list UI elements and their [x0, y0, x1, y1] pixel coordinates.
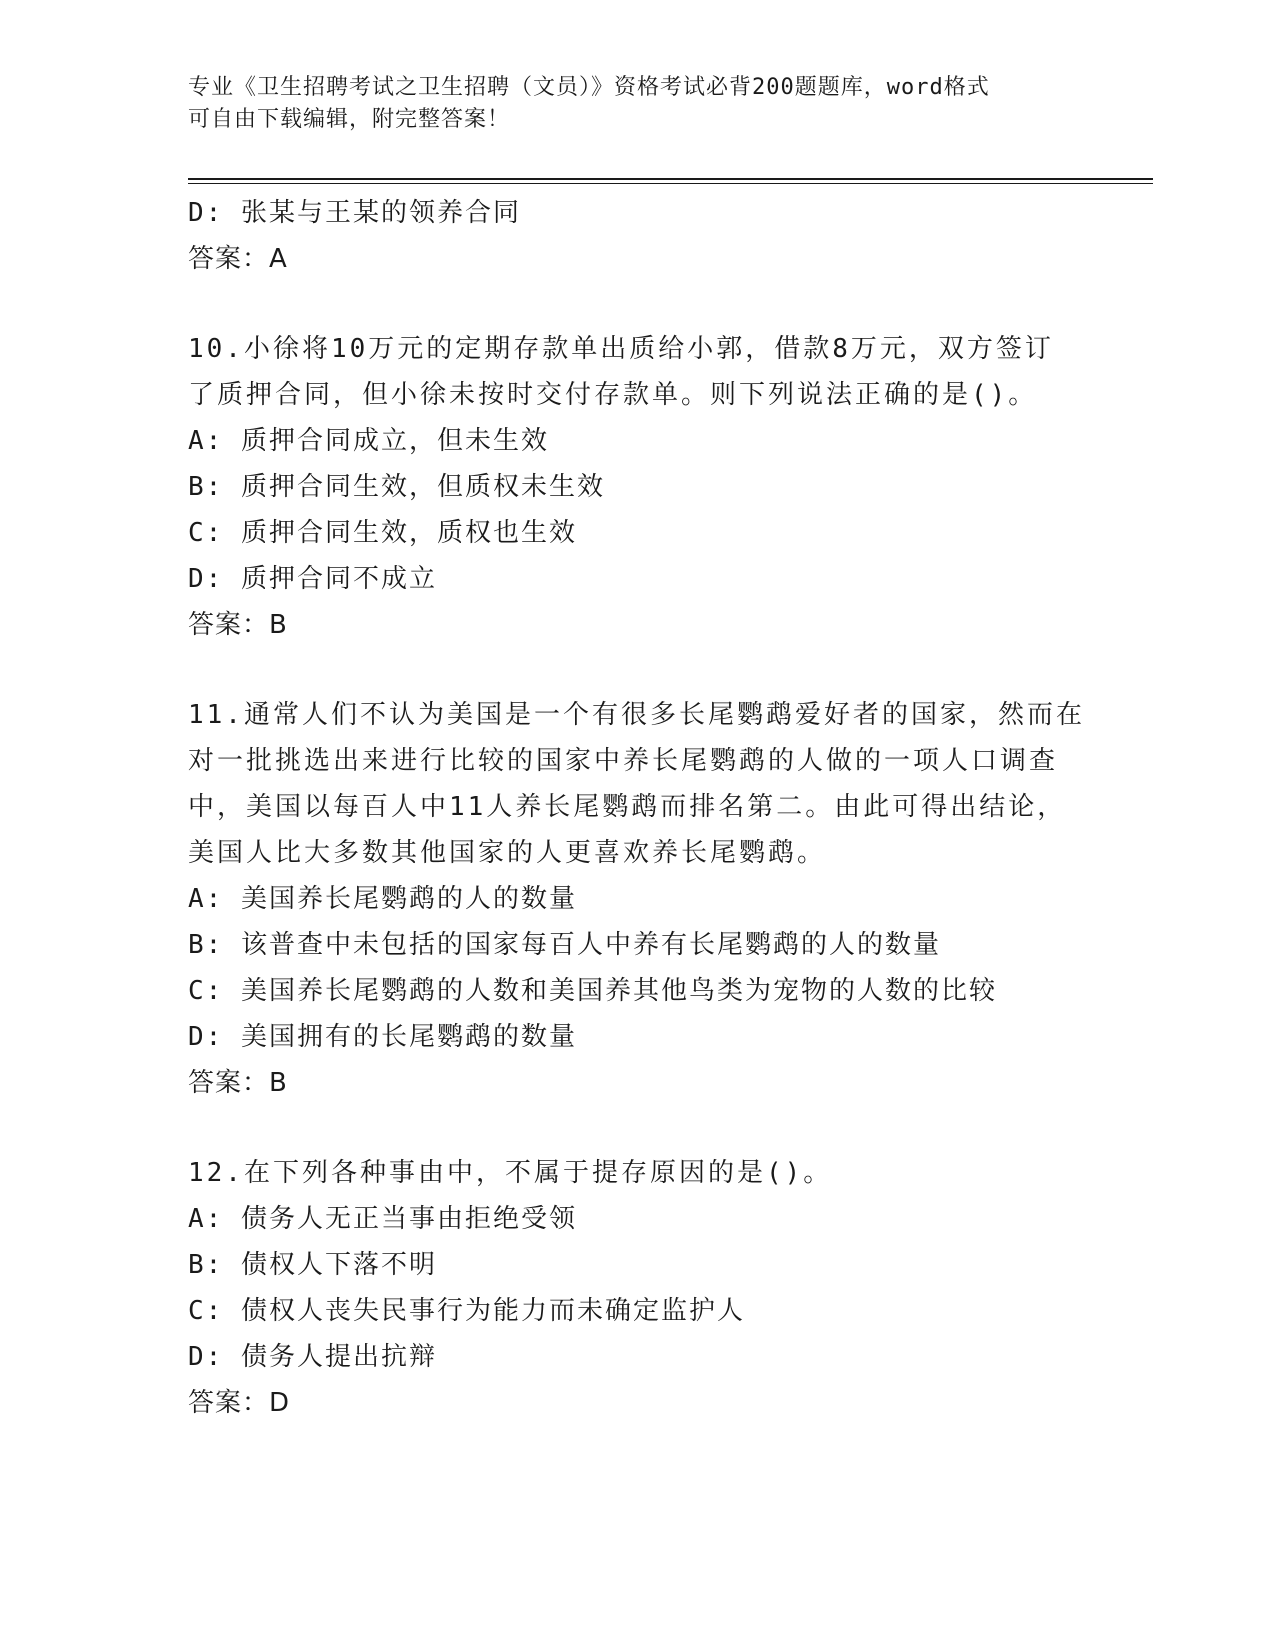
spacer — [188, 648, 1088, 692]
question-text — [188, 692, 1088, 876]
answer-label: 答案：B — [188, 610, 288, 640]
question-text — [188, 326, 1088, 418]
question-text-line: 美国人比大多数其他国家的人更喜欢养长尾鹦鹉。 — [188, 838, 827, 868]
option-b: B: 质押合同生效，但质权未生效 — [188, 472, 605, 502]
question-11 — [188, 692, 1088, 1106]
header-title-line-1: 专业《卫生招聘考试之卫生招聘（文员）》资格考试必背200题题库，word格式 — [188, 75, 990, 100]
question-text-line: 对一批挑选出来进行比较的国家中养长尾鹦鹉的人做的一项人口调查 — [188, 746, 1059, 776]
option-d: D: 债务人提出抗辩 — [188, 1342, 437, 1372]
question-text-line: 12.在下列各种事由中，不属于提存原因的是()。 — [188, 1158, 833, 1188]
spacer — [188, 1106, 1088, 1150]
option-c: C: 质押合同生效，质权也生效 — [188, 518, 577, 548]
question-text-line: 了质押合同，但小徐未按时交付存款单。则下列说法正确的是()。 — [188, 380, 1038, 410]
question-text-line: 中，美国以每百人中11人养长尾鹦鹉而排名第二。由此可得出结论， — [188, 792, 1067, 822]
answer-label: 答案：A — [188, 244, 288, 274]
document-header — [188, 72, 1088, 136]
question-text — [188, 1150, 1088, 1196]
option-a: A: 债务人无正当事由拒绝受领 — [188, 1204, 577, 1234]
header-title-line-2: 可自由下载编辑，附完整答案！ — [188, 107, 511, 132]
question-12 — [188, 1150, 1088, 1426]
question-text-line: 11.通常人们不认为美国是一个有很多长尾鹦鹉爱好者的国家，然而在 — [188, 700, 1085, 730]
spacer — [188, 282, 1088, 326]
option-a: A: 美国养长尾鹦鹉的人的数量 — [188, 884, 577, 914]
previous-question-tail — [188, 190, 1088, 282]
option-c: C: 美国养长尾鹦鹉的人数和美国养其他鸟类为宠物的人数的比较 — [188, 976, 997, 1006]
answer-label: 答案：D — [188, 1388, 291, 1418]
question-text-line: 10.小徐将10万元的定期存款单出质给小郭，借款8万元，双方签订 — [188, 334, 1054, 364]
header-divider-thin — [188, 183, 1153, 184]
option-c: C: 债权人丧失民事行为能力而未确定监护人 — [188, 1296, 745, 1326]
question-10 — [188, 326, 1088, 648]
question-list — [188, 190, 1088, 1426]
option-b: B: 该普查中未包括的国家每百人中养有长尾鹦鹉的人的数量 — [188, 930, 941, 960]
option-b: B: 债权人下落不明 — [188, 1250, 437, 1280]
option-d: D: 质押合同不成立 — [188, 564, 437, 594]
option-d: D: 美国拥有的长尾鹦鹉的数量 — [188, 1022, 577, 1052]
option-d: D: 张某与王某的领养合同 — [188, 198, 521, 228]
option-a: A: 质押合同成立，但未生效 — [188, 426, 549, 456]
answer-label: 答案：B — [188, 1068, 288, 1098]
header-divider-thick — [188, 178, 1153, 180]
